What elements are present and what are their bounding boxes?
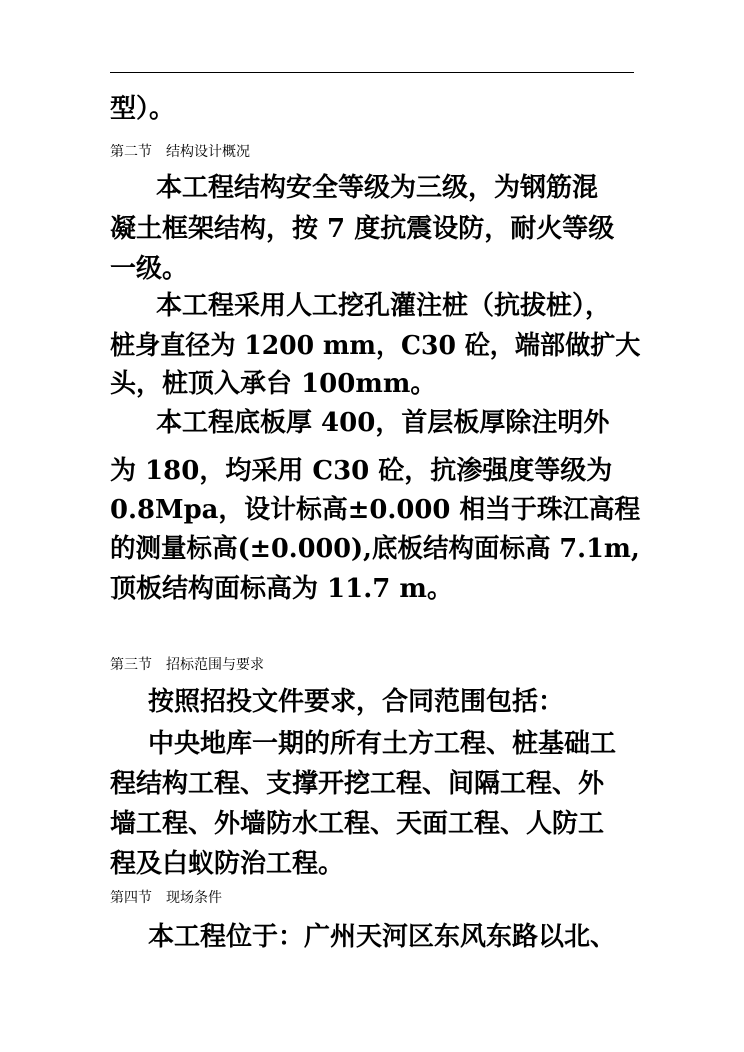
section-heading-scope: 第三节 招标范围与要求 [110,657,264,673]
paragraph-line: 头，桩顶入承台 100mm。 [110,369,437,399]
paragraph-line: 本工程采用人工挖孔灌注桩（抗拔桩）， [156,291,612,321]
paragraph-line: 一级。 [110,254,189,284]
paragraph-line: 本工程底板厚 400，首层板厚除注明外 [156,408,610,438]
paragraph-line: 为 180，均采用 C30 砼，抗渗强度等级为 [110,456,613,486]
paragraph-line: 本工程位于：广州天河区东风东路以北、 [148,922,617,952]
paragraph-line: 0.8Mpa，设计标高±0.000 相当于珠江高程 [110,495,641,525]
section-heading-site: 第四节 现场条件 [110,890,222,906]
paragraph-line: 程及白蚁防治工程。 [110,849,345,879]
header-rule [110,72,634,73]
paragraph-line: 桩身直径为 1200 mm，C30 砼，端部做扩大 [110,331,641,361]
paragraph-line: 程结构工程、支撑开挖工程、间隔工程、外 [110,769,605,799]
continuation-text: 型）。 [110,94,176,124]
paragraph-line: 中央地库一期的所有土方工程、桩基础工 [148,729,617,759]
paragraph-line: 本工程结构安全等级为三级，为钢筋混 [156,173,599,203]
paragraph-line: 凝土框架结构，按 7 度抗震设防，耐火等级 [110,214,615,244]
paragraph-line: 顶板结构面标高为 11.7 m。 [110,574,453,604]
paragraph-line: 的测量标高(±0.000),底板结构面标高 7.1m, [110,534,640,564]
paragraph-line: 按照招投文件要求，合同范围包括： [148,687,565,717]
paragraph-line: 墙工程、外墙防水工程、天面工程、人防工 [110,809,605,839]
section-heading-structure: 第二节 结构设计概况 [110,144,250,160]
